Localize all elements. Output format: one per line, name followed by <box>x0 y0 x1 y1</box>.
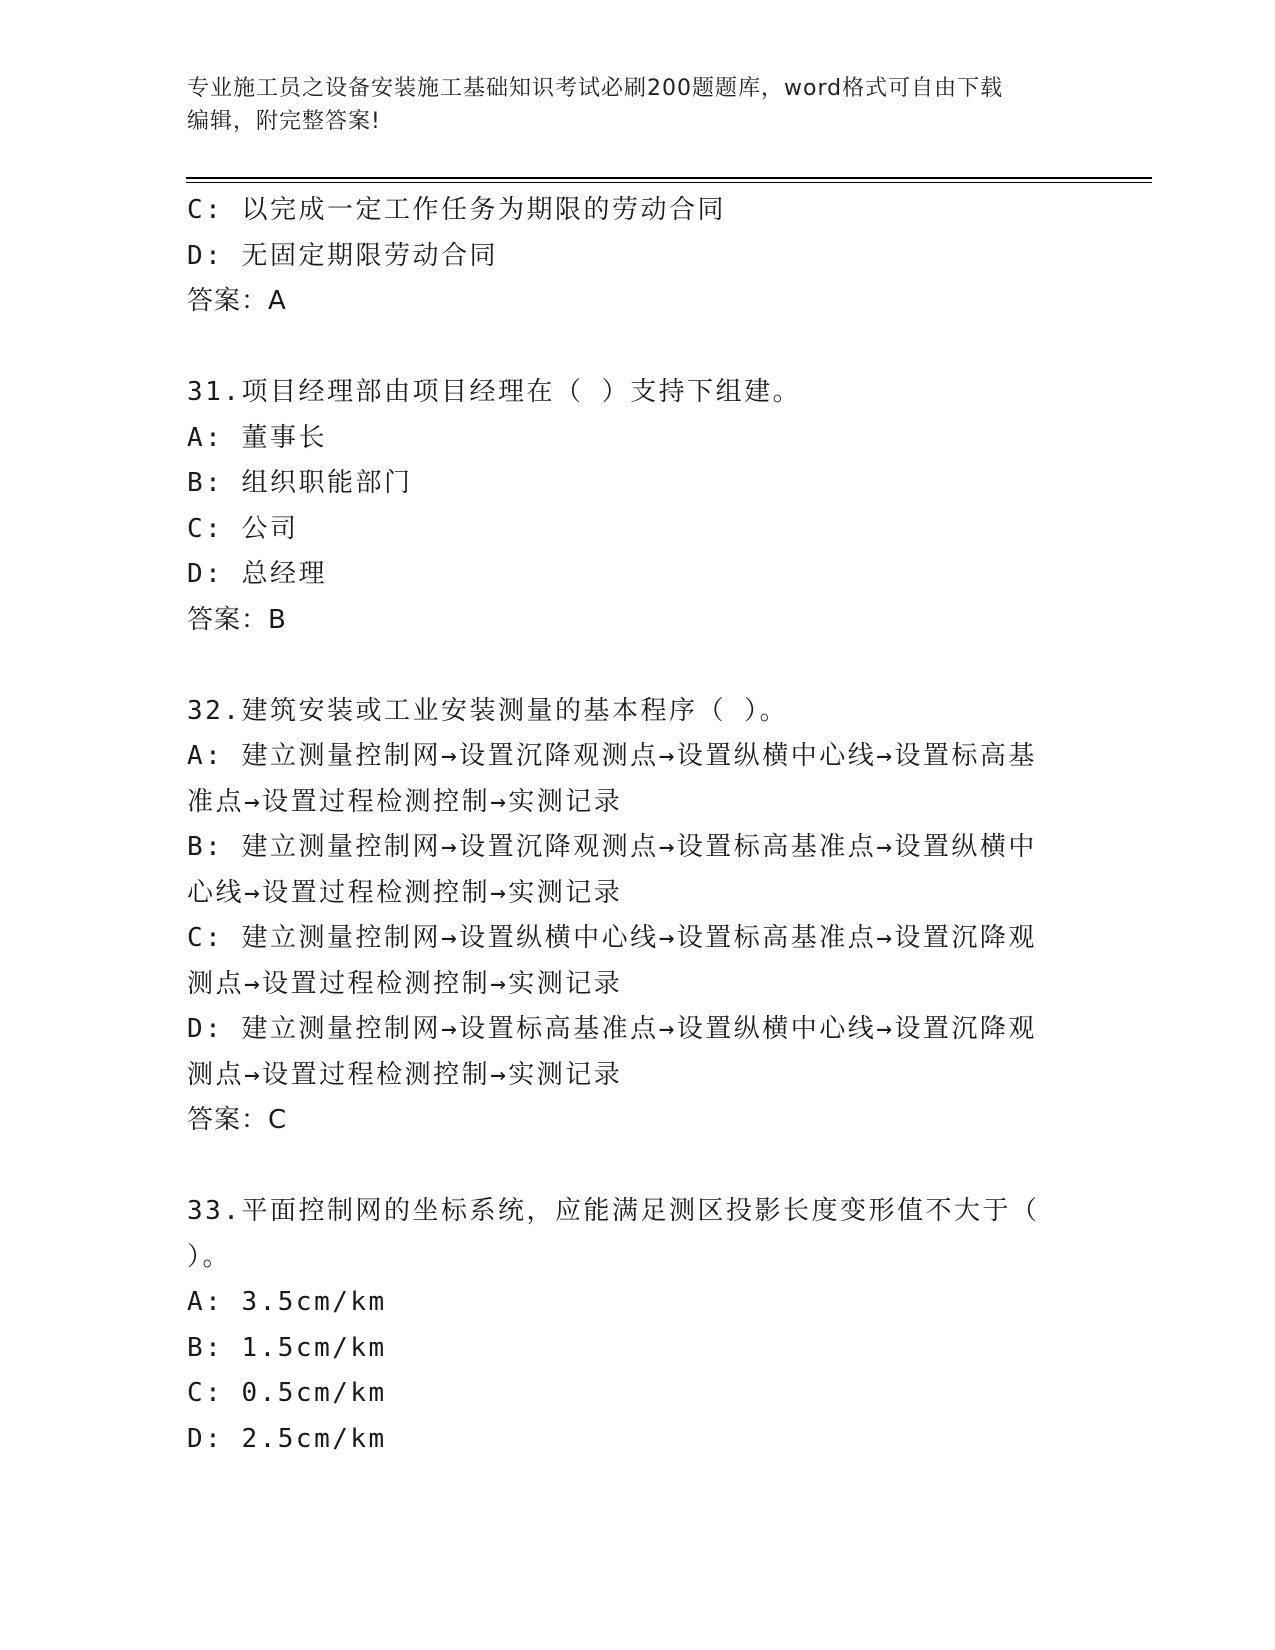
option-b: B: 组织职能部门 <box>187 468 413 498</box>
option-d: D: 总经理 <box>187 559 327 589</box>
question-32 <box>187 689 1087 1144</box>
question-text: 31.项目经理部由项目经理在（ ）支持下组建。 <box>187 377 802 407</box>
answer-line: 答案：A <box>187 286 287 316</box>
option-a: A: 3.5cm/km <box>187 1287 387 1317</box>
spacer <box>187 643 1087 689</box>
question-33 <box>187 1189 1087 1462</box>
header-title-line-1: 专业施工员之设备安装施工基础知识考试必刷200题题库，word格式可自由下载 <box>187 76 1004 101</box>
header-title-line-2: 编辑，附完整答案! <box>187 109 381 134</box>
option-c: C: 公司 <box>187 513 299 544</box>
option-c: C: 0.5cm/km <box>187 1378 387 1408</box>
header-divider-thick <box>186 177 1152 179</box>
header-divider-thin <box>186 182 1152 183</box>
question-text-continued: ）。 <box>187 1241 232 1272</box>
option-b: B: 建立测量控制网→设置沉降观测点→设置标高基准点→设置纵横中 <box>187 832 1037 862</box>
option-c-continued: 测点→设置过程检测控制→实测记录 <box>187 968 623 999</box>
spacer <box>187 1144 1087 1190</box>
answer-line: 答案：B <box>187 604 287 635</box>
option-a: A: 建立测量控制网→设置沉降观测点→设置纵横中心线→设置标高基 <box>187 741 1037 771</box>
document-header <box>187 72 1067 138</box>
question-content <box>187 188 1087 1462</box>
question-31 <box>187 370 1087 643</box>
spacer <box>187 325 1087 371</box>
option-c: C: 建立测量控制网→设置纵横中心线→设置标高基准点→设置沉降观 <box>187 923 1037 953</box>
question-text: 32.建筑安装或工业安装测量的基本程序（ ）。 <box>187 695 789 726</box>
answer-line: 答案：C <box>187 1105 288 1135</box>
option-d: D: 无固定期限劳动合同 <box>187 240 498 271</box>
question-text: 33.平面控制网的坐标系统，应能满足测区投影长度变形值不大于（ <box>187 1196 1040 1226</box>
option-b: B: 1.5cm/km <box>187 1332 387 1363</box>
option-d-continued: 测点→设置过程检测控制→实测记录 <box>187 1059 623 1090</box>
option-c: C: 以完成一定工作任务为期限的劳动合同 <box>187 195 726 225</box>
option-b-continued: 心线→设置过程检测控制→实测记录 <box>187 877 623 908</box>
previous-question-tail <box>187 188 1087 325</box>
option-d: D: 建立测量控制网→设置标高基准点→设置纵横中心线→设置沉降观 <box>187 1014 1037 1044</box>
option-d: D: 2.5cm/km <box>187 1423 387 1454</box>
option-a: A: 董事长 <box>187 422 327 453</box>
option-a-continued: 准点→设置过程检测控制→实测记录 <box>187 786 623 817</box>
